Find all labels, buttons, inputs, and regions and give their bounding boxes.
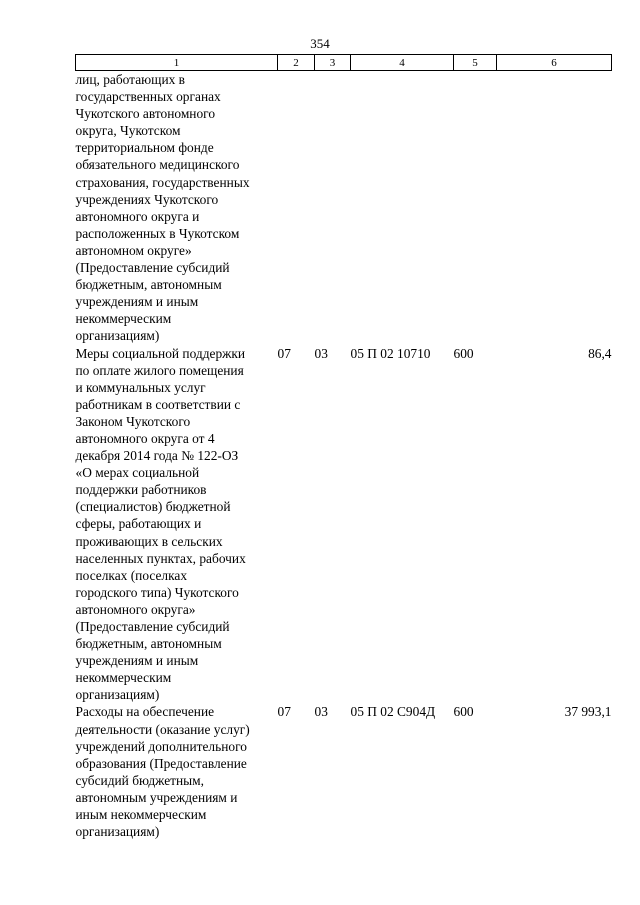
description-line: (Предоставление субсидий xyxy=(75,260,230,276)
row-subsection-code: 03 xyxy=(314,345,328,361)
row-subsection-code: 03 xyxy=(314,704,328,720)
description-line: учреждениям и иным xyxy=(75,294,199,310)
description-line: проживающих в сельских xyxy=(75,533,223,549)
header-col-1: 1 xyxy=(76,55,278,71)
description-line: и коммунальных услуг xyxy=(75,379,206,395)
description-line: лиц, работающих в xyxy=(75,72,185,87)
description-line: субсидий бюджетным, xyxy=(75,772,205,788)
description-line: автономного округа от 4 xyxy=(75,430,215,446)
description-line: страхования, государственных xyxy=(75,174,250,190)
description-line: поселках (поселках xyxy=(75,567,188,583)
description-line: автономным учреждениям и xyxy=(75,789,238,805)
description-line: «О мерах социальной xyxy=(75,465,200,481)
description-line: Законом Чукотского xyxy=(75,413,191,429)
description-line: некоммерческим xyxy=(75,670,172,686)
row-section-code xyxy=(278,71,315,345)
description-line: бюджетным, автономным xyxy=(75,277,222,293)
description-line: декабря 2014 года № 122-ОЗ xyxy=(75,448,239,464)
description-line: учреждениях Чукотского xyxy=(75,191,219,207)
row-description xyxy=(76,703,278,840)
description-line: организациям) xyxy=(75,328,160,344)
row-section-code: 07 xyxy=(277,345,291,361)
header-col-4: 4 xyxy=(351,55,454,71)
row-amount: 37 993,1 xyxy=(564,704,612,720)
row-amount: 86,4 xyxy=(588,345,612,361)
description-line: Чукотского автономного xyxy=(75,106,216,122)
description-line: организациям) xyxy=(75,824,160,840)
description-line: деятельности (оказание услуг) xyxy=(75,721,250,737)
description-line: поддержки работников xyxy=(75,482,207,498)
description-line: (Предоставление субсидий xyxy=(75,619,230,634)
row-target-article xyxy=(351,71,454,345)
description-line: образования (Предоставление xyxy=(75,755,247,771)
row-expense-type: 600 xyxy=(453,704,474,720)
description-line: автономного округа и xyxy=(75,208,200,224)
description-line: Меры социальной поддержки xyxy=(75,345,246,361)
description-line: учреждениям и иным xyxy=(75,653,199,669)
row-subsection-code xyxy=(315,71,351,345)
description-line: некоммерческим xyxy=(75,311,172,327)
budget-table xyxy=(75,54,612,840)
description-line: (специалистов) бюджетной xyxy=(75,499,231,515)
description-line: учреждений дополнительного xyxy=(75,738,247,754)
description-line: территориальном фонде xyxy=(75,140,214,156)
description-line: работникам в соответствии с xyxy=(75,396,241,412)
table-row xyxy=(76,703,612,840)
description-line: иным некоммерческим xyxy=(75,807,207,823)
row-target-article: 05 П 02 10710 xyxy=(350,345,431,361)
description-line: городского типа) Чукотского xyxy=(75,584,239,600)
row-section-code: 07 xyxy=(277,704,291,720)
row-expense-type: 600 xyxy=(453,345,474,361)
description-line: округа, Чукотском xyxy=(75,123,181,139)
description-line: автономного округа» xyxy=(75,601,196,617)
description-line: сферы, работающих и xyxy=(75,516,202,532)
row-description xyxy=(76,71,278,345)
row-amount xyxy=(497,71,612,345)
description-line: Расходы на обеспечение xyxy=(75,704,215,720)
description-line: обязательного медицинского xyxy=(75,157,240,173)
header-col-6: 6 xyxy=(497,55,612,71)
description-line: по оплате жилого помещения xyxy=(75,362,244,378)
page-number: 354 xyxy=(310,36,330,51)
row-description xyxy=(76,345,278,704)
description-line: автономном округе» xyxy=(75,242,192,258)
header-row xyxy=(76,55,612,71)
description-line: организациям) xyxy=(75,687,160,703)
header-col-3: 3 xyxy=(315,55,351,71)
header-col-5: 5 xyxy=(454,55,497,71)
header-col-2: 2 xyxy=(278,55,315,71)
description-line: государственных органах xyxy=(75,89,221,105)
row-expense-type xyxy=(454,71,497,345)
table-row xyxy=(76,71,612,345)
row-target-article: 05 П 02 С904Д xyxy=(350,704,436,720)
description-line: расположенных в Чукотском xyxy=(75,225,240,241)
table-row xyxy=(76,345,612,704)
description-line: населенных пунктах, рабочих xyxy=(75,550,246,566)
description-line: бюджетным, автономным xyxy=(75,636,222,652)
